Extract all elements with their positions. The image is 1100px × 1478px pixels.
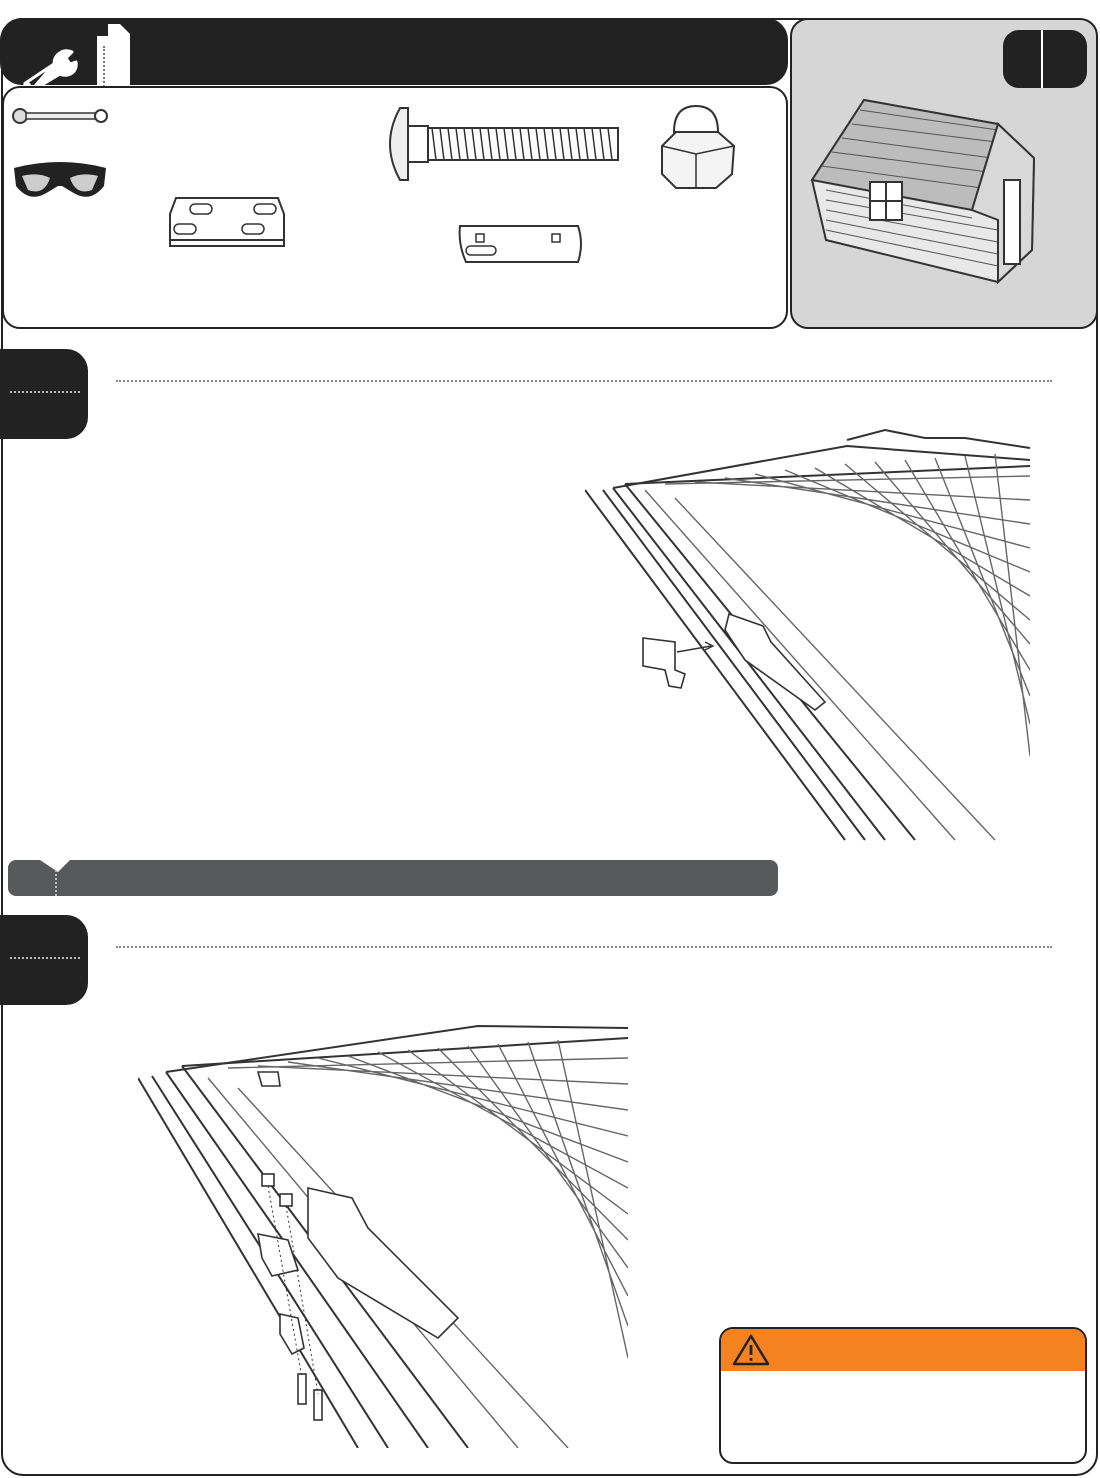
section-bar-tab-graphic [40, 860, 80, 896]
tools-header [0, 18, 788, 85]
step-tab-1 [0, 349, 88, 439]
carriage-bolt-icon [378, 100, 628, 188]
section-bar [8, 860, 778, 896]
step-1-diagram [585, 420, 1030, 842]
badge-divider [1041, 30, 1043, 88]
step-2-diagram [138, 1018, 628, 1448]
step-tab-divider [10, 391, 80, 393]
shed-preview-image [802, 70, 1052, 300]
step-tab-divider [10, 957, 80, 959]
safety-glasses-icon [10, 152, 110, 210]
latch-plate-icon [456, 222, 588, 268]
nut-icon [654, 98, 744, 192]
warning-header [721, 1329, 1085, 1371]
warning-box [719, 1327, 1087, 1464]
step-1-divider [116, 380, 1052, 382]
section-bar-divider [55, 870, 57, 896]
hinge-bracket-icon [164, 192, 294, 252]
warning-triangle-icon [731, 1333, 771, 1367]
tools-panel [2, 86, 788, 329]
page-number-badge [1003, 30, 1087, 88]
step-2-divider [116, 946, 1052, 948]
wrench-icon [10, 104, 110, 128]
step-tab-2 [0, 915, 88, 1005]
